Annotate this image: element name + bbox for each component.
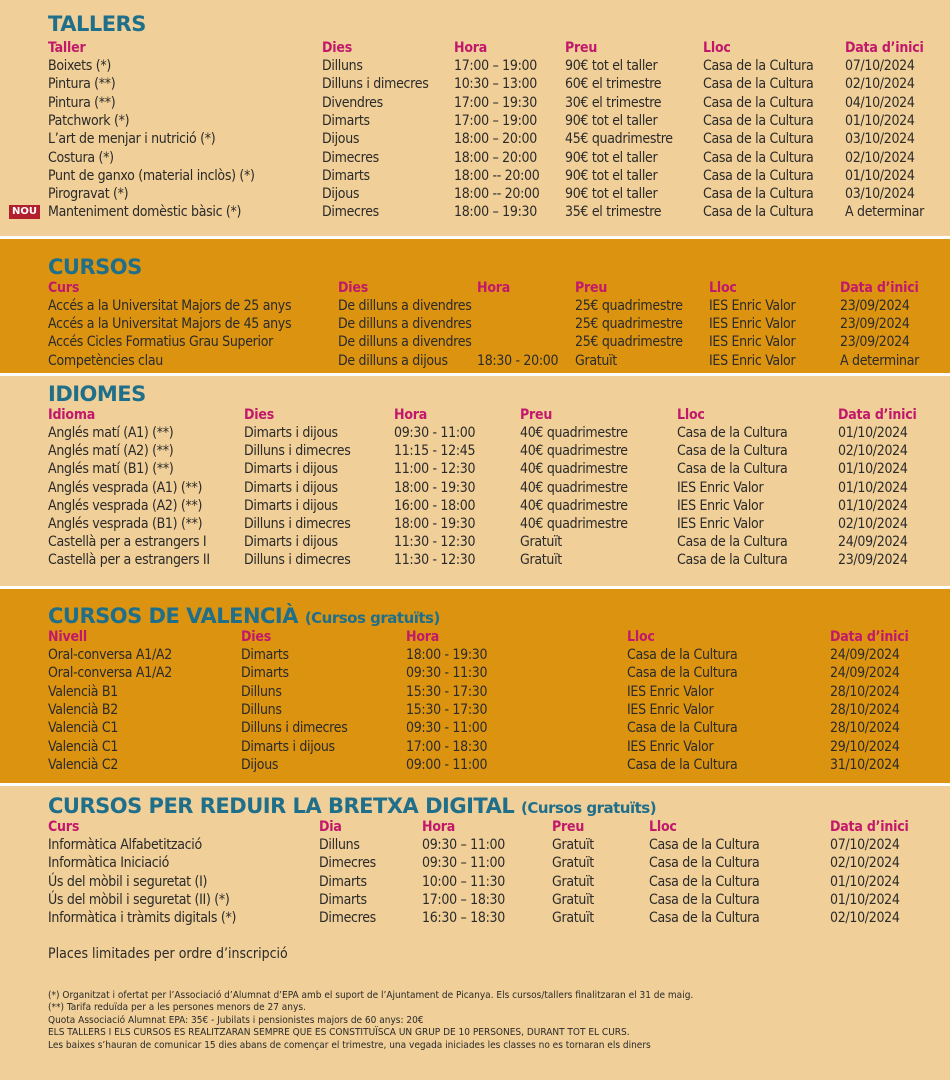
- tallers-cell: Manteniment domèstic bàsic (*): [48, 204, 242, 221]
- footnote-line: ELS TALLERS I ELS CURSOS ES REALITZARAN SEMPRE QUE ES CONSTITUÏSCA UN GRUP DE 10 PERSONES, DURANT TOT EL CURS.: [48, 1027, 630, 1039]
- cursos-cell: 23/09/2024: [840, 334, 910, 351]
- valencia-cell: Valencià C1: [48, 738, 119, 755]
- idiomes-cell: 40€ quadrimestre: [520, 461, 628, 478]
- tallers-cell: Casa de la Cultura: [703, 149, 814, 166]
- digital-cell: Casa de la Cultura: [649, 891, 760, 908]
- idiomes-header: Idioma: [48, 407, 96, 423]
- idiomes-cell: 16:00 - 18:00: [394, 497, 476, 514]
- tallers-row: [0, 58, 950, 76]
- cursos-header: Dies: [338, 280, 369, 296]
- valencia-cell: Valencià C1: [48, 720, 119, 737]
- valencia-cell: Dilluns: [241, 683, 282, 700]
- valencia-row: [0, 739, 950, 757]
- tallers-cell: Divendres: [322, 94, 383, 111]
- idiomes-cell: 01/10/2024: [838, 497, 908, 514]
- tallers-cell: 17:00 – 19:00: [454, 58, 537, 74]
- cursos-header: Preu: [575, 280, 608, 296]
- digital-cell: Gratuït: [552, 891, 594, 908]
- valencia-cell: Casa de la Cultura: [627, 756, 738, 773]
- digital-cell: 16:30 – 18:30: [422, 910, 505, 927]
- footnote-line: (**) Tarifa reduïda per a les persones menors de 27 anys.: [48, 1002, 306, 1014]
- idiomes-cell: 24/09/2024: [838, 534, 908, 551]
- idiomes-cell: Casa de la Cultura: [677, 443, 788, 460]
- tallers-cell: 10:30 – 13:00: [454, 76, 537, 93]
- valencia-cell: 24/09/2024: [830, 647, 900, 663]
- valencia-cell: 29/10/2024: [830, 738, 900, 755]
- idiomes-title: IDIOMES: [48, 382, 146, 406]
- tallers-cell: 18:00 – 20:00: [454, 131, 537, 148]
- tallers-cell: 17:00 – 19:30: [454, 94, 537, 111]
- tallers-cell: Dilluns i dimecres: [322, 76, 429, 93]
- idiomes-cell: Casa de la Cultura: [677, 461, 788, 478]
- idiomes-row: [0, 534, 950, 552]
- idiomes-cell: Gratuït: [520, 534, 562, 551]
- valencia-cell: IES Enric Valor: [627, 701, 714, 718]
- digital-cell: 01/10/2024: [830, 873, 900, 890]
- new-badge: NOU: [9, 205, 40, 219]
- idiomes-cell: 11:15 - 12:45: [394, 443, 476, 460]
- digital-row: [0, 892, 950, 910]
- cursos-cell: 23/09/2024: [840, 316, 910, 333]
- tallers-cell: 18:00 -- 20:00: [454, 186, 540, 203]
- valencia-title: [48, 604, 440, 628]
- digital-title: [48, 794, 656, 818]
- valencia-cell: 09:30 - 11:00: [406, 720, 488, 737]
- tallers-row: [0, 113, 950, 131]
- idiomes-row: [0, 498, 950, 516]
- idiomes-cell: 01/10/2024: [838, 479, 908, 496]
- idiomes-cell: Castellà per a estrangers II: [48, 552, 210, 569]
- tallers-row: [0, 131, 950, 149]
- tallers-header: Dies: [322, 40, 353, 56]
- valencia-cell: Dimarts: [241, 665, 289, 682]
- tallers-header: Taller: [48, 40, 86, 56]
- idiomes-row: [0, 461, 950, 479]
- valencia-cell: Valencià B2: [48, 701, 118, 718]
- idiomes-row: [0, 552, 950, 570]
- digital-cell: 01/10/2024: [830, 891, 900, 908]
- digital-header: Curs: [48, 819, 80, 835]
- idiomes-cell: Anglés matí (A2) (**): [48, 443, 174, 460]
- cursos-cell: De dilluns a divendres: [338, 298, 472, 314]
- cursos-cell: IES Enric Valor: [709, 334, 796, 351]
- digital-cell: Dimarts: [319, 873, 367, 890]
- valencia-cell: 15:30 - 17:30: [406, 683, 488, 700]
- cursos-cell: IES Enric Valor: [709, 298, 796, 314]
- cursos-cell: De dilluns a divendres: [338, 316, 472, 333]
- idiomes-cell: Casa de la Cultura: [677, 425, 788, 441]
- valencia-cell: 17:00 - 18:30: [406, 738, 488, 755]
- cursos-row: [0, 334, 950, 352]
- tallers-cell: 02/10/2024: [845, 149, 915, 166]
- tallers-cell: Pirogravat (*): [48, 186, 129, 203]
- digital-cell: Informàtica Iniciació: [48, 855, 169, 872]
- valencia-row: [0, 647, 950, 665]
- digital-cell: Dimecres: [319, 910, 376, 927]
- valencia-cell: 28/10/2024: [830, 701, 900, 718]
- idiomes-header: Data d’inici: [838, 407, 917, 423]
- idiomes-cell: 40€ quadrimestre: [520, 443, 628, 460]
- digital-cell: Gratuït: [552, 837, 594, 853]
- tallers-cell: Dimecres: [322, 204, 379, 221]
- tallers-header: Preu: [565, 40, 598, 56]
- idiomes-cell: Anglés vesprada (A2) (**): [48, 497, 203, 514]
- cursos-cell: 23/09/2024: [840, 298, 910, 314]
- digital-header: Dia: [319, 819, 342, 835]
- idiomes-section: [0, 376, 950, 586]
- idiomes-header: Preu: [520, 407, 553, 423]
- tallers-cell: 35€ el trimestre: [565, 204, 662, 221]
- idiomes-cell: 23/09/2024: [838, 552, 908, 569]
- valencia-cell: Oral-conversa A1/A2: [48, 665, 172, 682]
- digital-cell: Gratuït: [552, 873, 594, 890]
- valencia-cell: Valencià B1: [48, 683, 118, 700]
- tallers-cell: Dimarts: [322, 112, 370, 129]
- idiomes-cell: 11:30 - 12:30: [394, 534, 476, 551]
- valencia-header: Hora: [406, 629, 440, 645]
- tallers-row: [0, 150, 950, 168]
- tallers-cell: 18:00 – 19:30: [454, 204, 537, 221]
- valencia-subtitle: (Cursos gratuïts): [304, 609, 440, 627]
- tallers-cell: Patchwork (*): [48, 112, 130, 129]
- tallers-cell: Dijous: [322, 186, 360, 203]
- digital-cell: 02/10/2024: [830, 855, 900, 872]
- valencia-cell: 15:30 - 17:30: [406, 701, 488, 718]
- tallers-header: Hora: [454, 40, 488, 56]
- tallers-row: [0, 204, 950, 222]
- idiomes-cell: Dimarts i dijous: [244, 497, 338, 514]
- digital-cell: 02/10/2024: [830, 910, 900, 927]
- valencia-header: Data d’inici: [830, 629, 909, 645]
- cursos-header-row: [0, 280, 950, 298]
- idiomes-cell: IES Enric Valor: [677, 479, 764, 496]
- tallers-cell: 18:00 -- 20:00: [454, 167, 540, 184]
- valencia-row: [0, 702, 950, 720]
- cursos-cell: 18:30 - 20:00: [477, 352, 559, 369]
- valencia-row: [0, 757, 950, 775]
- valencia-cell: Dimarts: [241, 647, 289, 663]
- digital-title-text: CURSOS PER REDUIR LA BRETXA DIGITAL: [48, 794, 515, 818]
- tallers-header-row: [0, 40, 950, 58]
- tallers-cell: Casa de la Cultura: [703, 167, 814, 184]
- cursos-header: Curs: [48, 280, 80, 296]
- footnotes: [48, 990, 693, 1052]
- idiomes-cell: Gratuït: [520, 552, 562, 569]
- digital-cell: 10:00 – 11:30: [422, 873, 505, 890]
- cursos-cell: Competències clau: [48, 352, 163, 369]
- idiomes-header: Dies: [244, 407, 275, 423]
- idiomes-cell: Anglés matí (A1) (**): [48, 425, 174, 441]
- valencia-header: Nivell: [48, 629, 88, 645]
- idiomes-cell: 11:00 - 12:30: [394, 461, 476, 478]
- idiomes-cell: IES Enric Valor: [677, 497, 764, 514]
- idiomes-cell: Casa de la Cultura: [677, 552, 788, 569]
- valencia-cell: Dilluns i dimecres: [241, 720, 348, 737]
- valencia-cell: 09:00 - 11:00: [406, 756, 488, 773]
- idiomes-cell: 11:30 - 12:30: [394, 552, 476, 569]
- tallers-cell: Costura (*): [48, 149, 114, 166]
- tallers-cell: 18:00 – 20:00: [454, 149, 537, 166]
- idiomes-cell: 09:30 - 11:00: [394, 425, 476, 441]
- digital-row: [0, 855, 950, 873]
- valencia-section: [0, 589, 950, 783]
- idiomes-cell: IES Enric Valor: [677, 516, 764, 532]
- tallers-cell: Pintura (**): [48, 76, 116, 93]
- valencia-row: [0, 665, 950, 683]
- tallers-cell: Casa de la Cultura: [703, 204, 814, 221]
- tallers-cell: 04/10/2024: [845, 94, 915, 111]
- tallers-cell: 17:00 – 19:00: [454, 112, 537, 129]
- idiomes-header: Lloc: [677, 407, 705, 423]
- idiomes-cell: 01/10/2024: [838, 425, 908, 441]
- valencia-cell: IES Enric Valor: [627, 683, 714, 700]
- valencia-cell: 28/10/2024: [830, 683, 900, 700]
- cursos-cell: A determinar: [840, 352, 920, 369]
- valencia-cell: 31/10/2024: [830, 756, 900, 773]
- digital-subtitle: (Cursos gratuïts): [521, 799, 657, 817]
- valencia-cell: Casa de la Cultura: [627, 647, 738, 663]
- cursos-cell: De dilluns a dijous: [338, 352, 448, 369]
- tallers-cell: 45€ quadrimestre: [565, 131, 673, 148]
- tallers-cell: Casa de la Cultura: [703, 58, 814, 74]
- tallers-cell: Casa de la Cultura: [703, 186, 814, 203]
- idiomes-cell: 02/10/2024: [838, 516, 908, 532]
- valencia-cell: 28/10/2024: [830, 720, 900, 737]
- tallers-cell: 07/10/2024: [845, 58, 915, 74]
- tallers-cell: Dilluns: [322, 58, 363, 74]
- valencia-cell: IES Enric Valor: [627, 738, 714, 755]
- idiomes-cell: Casa de la Cultura: [677, 534, 788, 551]
- digital-cell: Casa de la Cultura: [649, 837, 760, 853]
- places-note: Places limitades per ordre d’inscripció: [48, 946, 288, 962]
- tallers-header: Data d’inici: [845, 40, 924, 56]
- tallers-cell: A determinar: [845, 204, 925, 221]
- tallers-cell: 90€ tot el taller: [565, 186, 658, 203]
- cursos-section: [0, 239, 950, 373]
- idiomes-header-row: [0, 407, 950, 425]
- tallers-cell: 90€ tot el taller: [565, 112, 658, 129]
- idiomes-cell: Dimarts i dijous: [244, 479, 338, 496]
- footnote-line: Les baixes s’hauran de comunicar 15 dies abans de començar el trimestre, una vegada iniciades les classes no es tornaran els diners: [48, 1039, 651, 1051]
- valencia-title-text: CURSOS DE VALENCIÀ: [48, 604, 298, 628]
- tallers-cell: 60€ el trimestre: [565, 76, 662, 93]
- tallers-cell: Boixets (*): [48, 58, 111, 74]
- footnote-line: Quota Associació Alumnat EPA: 35€ - Jubilats i pensionistes majors de 60 anys: 20€: [48, 1014, 424, 1026]
- cursos-title: CURSOS: [48, 255, 142, 279]
- digital-cell: 17:00 – 18:30: [422, 891, 505, 908]
- digital-header: Hora: [422, 819, 456, 835]
- valencia-header: Dies: [241, 629, 272, 645]
- digital-cell: Ús del mòbil i seguretat (II) (*): [48, 891, 230, 908]
- idiomes-cell: Castellà per a estrangers I: [48, 534, 207, 551]
- idiomes-cell: Dilluns i dimecres: [244, 552, 351, 569]
- tallers-cell: L’art de menjar i nutrició (*): [48, 131, 216, 148]
- valencia-header: Lloc: [627, 629, 655, 645]
- tallers-title: TALLERS: [48, 12, 146, 36]
- digital-header: Data d’inici: [830, 819, 909, 835]
- valencia-cell: Valencià C2: [48, 756, 119, 773]
- digital-cell: Gratuït: [552, 855, 594, 872]
- idiomes-cell: 18:00 - 19:30: [394, 516, 476, 532]
- cursos-row: [0, 298, 950, 316]
- digital-row: [0, 874, 950, 892]
- idiomes-row: [0, 443, 950, 461]
- valencia-cell: Casa de la Cultura: [627, 720, 738, 737]
- digital-cell: Casa de la Cultura: [649, 873, 760, 890]
- digital-row: [0, 837, 950, 855]
- idiomes-cell: 40€ quadrimestre: [520, 425, 628, 441]
- tallers-row: [0, 76, 950, 94]
- digital-cell: Ús del mòbil i seguretat (I): [48, 873, 208, 890]
- tallers-row: [0, 168, 950, 186]
- tallers-cell: Punt de ganxo (material inclòs) (*): [48, 167, 255, 184]
- idiomes-cell: 02/10/2024: [838, 443, 908, 460]
- digital-cell: Informàtica i tràmits digitals (*): [48, 910, 237, 927]
- cursos-row: [0, 316, 950, 334]
- digital-header: Lloc: [649, 819, 677, 835]
- tallers-row: [0, 95, 950, 113]
- digital-cell: 09:30 – 11:00: [422, 855, 505, 872]
- digital-cell: 07/10/2024: [830, 837, 900, 853]
- digital-cell: Informàtica Alfabetització: [48, 837, 202, 853]
- valencia-cell: Dimarts i dijous: [241, 738, 335, 755]
- idiomes-cell: Dilluns i dimecres: [244, 443, 351, 460]
- valencia-cell: Oral-conversa A1/A2: [48, 647, 172, 663]
- tallers-cell: Dimarts: [322, 167, 370, 184]
- digital-cell: Gratuït: [552, 910, 594, 927]
- idiomes-cell: Dilluns i dimecres: [244, 516, 351, 532]
- idiomes-cell: Dimarts i dijous: [244, 425, 338, 441]
- idiomes-cell: Dimarts i dijous: [244, 461, 338, 478]
- digital-cell: Casa de la Cultura: [649, 910, 760, 927]
- tallers-cell: 03/10/2024: [845, 131, 915, 148]
- idiomes-cell: Anglés vesprada (B1) (**): [48, 516, 203, 532]
- cursos-header: Hora: [477, 280, 511, 296]
- digital-header-row: [0, 819, 950, 837]
- cursos-cell: De dilluns a divendres: [338, 334, 472, 351]
- idiomes-row: [0, 480, 950, 498]
- idiomes-cell: 18:00 - 19:30: [394, 479, 476, 496]
- tallers-cell: Dimecres: [322, 149, 379, 166]
- tallers-header: Lloc: [703, 40, 731, 56]
- digital-cell: Casa de la Cultura: [649, 855, 760, 872]
- digital-header: Preu: [552, 819, 585, 835]
- valencia-cell: 24/09/2024: [830, 665, 900, 682]
- valencia-cell: Dilluns: [241, 701, 282, 718]
- idiomes-row: [0, 516, 950, 534]
- digital-cell: Dimecres: [319, 855, 376, 872]
- cursos-cell: Gratuït: [575, 352, 617, 369]
- tallers-cell: 90€ tot el taller: [565, 167, 658, 184]
- tallers-cell: 02/10/2024: [845, 76, 915, 93]
- valencia-cell: Dijous: [241, 756, 279, 773]
- idiomes-header: Hora: [394, 407, 428, 423]
- cursos-cell: Accés a la Universitat Majors de 25 anys: [48, 298, 292, 314]
- cursos-cell: 25€ quadrimestre: [575, 334, 683, 351]
- digital-cell: 09:30 – 11:00: [422, 837, 505, 853]
- valencia-row: [0, 684, 950, 702]
- tallers-cell: Casa de la Cultura: [703, 76, 814, 93]
- digital-cell: Dimarts: [319, 891, 367, 908]
- tallers-cell: 01/10/2024: [845, 167, 915, 184]
- tallers-cell: Casa de la Cultura: [703, 112, 814, 129]
- idiomes-cell: Dimarts i dijous: [244, 534, 338, 551]
- cursos-header: Data d’inici: [840, 280, 919, 296]
- digital-row: [0, 910, 950, 928]
- cursos-cell: Accés Cicles Formatius Grau Superior: [48, 334, 274, 351]
- tallers-section: [0, 0, 950, 236]
- tallers-cell: 90€ tot el taller: [565, 58, 658, 74]
- tallers-cell: Dijous: [322, 131, 360, 148]
- valencia-cell: 18:00 - 19:30: [406, 647, 488, 663]
- tallers-cell: 03/10/2024: [845, 186, 915, 203]
- tallers-cell: Casa de la Cultura: [703, 131, 814, 148]
- tallers-cell: Pintura (**): [48, 94, 116, 111]
- cursos-header: Lloc: [709, 280, 737, 296]
- tallers-cell: 90€ tot el taller: [565, 149, 658, 166]
- cursos-cell: Accés a la Universitat Majors de 45 anys: [48, 316, 292, 333]
- valencia-header-row: [0, 629, 950, 647]
- footnote-line: (*) Organitzat i ofertat per l’Associació d’Alumnat d’EPA amb el suport de l’Ajuntament de Picanya. Els cursos/tallers finalitzaran el 31 de maig.: [48, 990, 694, 1001]
- digital-cell: Dilluns: [319, 837, 360, 853]
- idiomes-row: [0, 425, 950, 443]
- valencia-cell: 09:30 - 11:30: [406, 665, 488, 682]
- idiomes-cell: 40€ quadrimestre: [520, 497, 628, 514]
- tallers-cell: Casa de la Cultura: [703, 94, 814, 111]
- valencia-cell: Casa de la Cultura: [627, 665, 738, 682]
- cursos-cell: IES Enric Valor: [709, 316, 796, 333]
- cursos-row: [0, 353, 950, 371]
- cursos-cell: IES Enric Valor: [709, 352, 796, 369]
- tallers-row: [0, 186, 950, 204]
- idiomes-cell: 40€ quadrimestre: [520, 516, 628, 532]
- idiomes-cell: 40€ quadrimestre: [520, 479, 628, 496]
- idiomes-cell: Anglés vesprada (A1) (**): [48, 479, 203, 496]
- valencia-row: [0, 720, 950, 738]
- idiomes-cell: Anglés matí (B1) (**): [48, 461, 174, 478]
- cursos-cell: 25€ quadrimestre: [575, 298, 683, 314]
- cursos-cell: 25€ quadrimestre: [575, 316, 683, 333]
- tallers-cell: 01/10/2024: [845, 112, 915, 129]
- idiomes-cell: 01/10/2024: [838, 461, 908, 478]
- tallers-cell: 30€ el trimestre: [565, 94, 662, 111]
